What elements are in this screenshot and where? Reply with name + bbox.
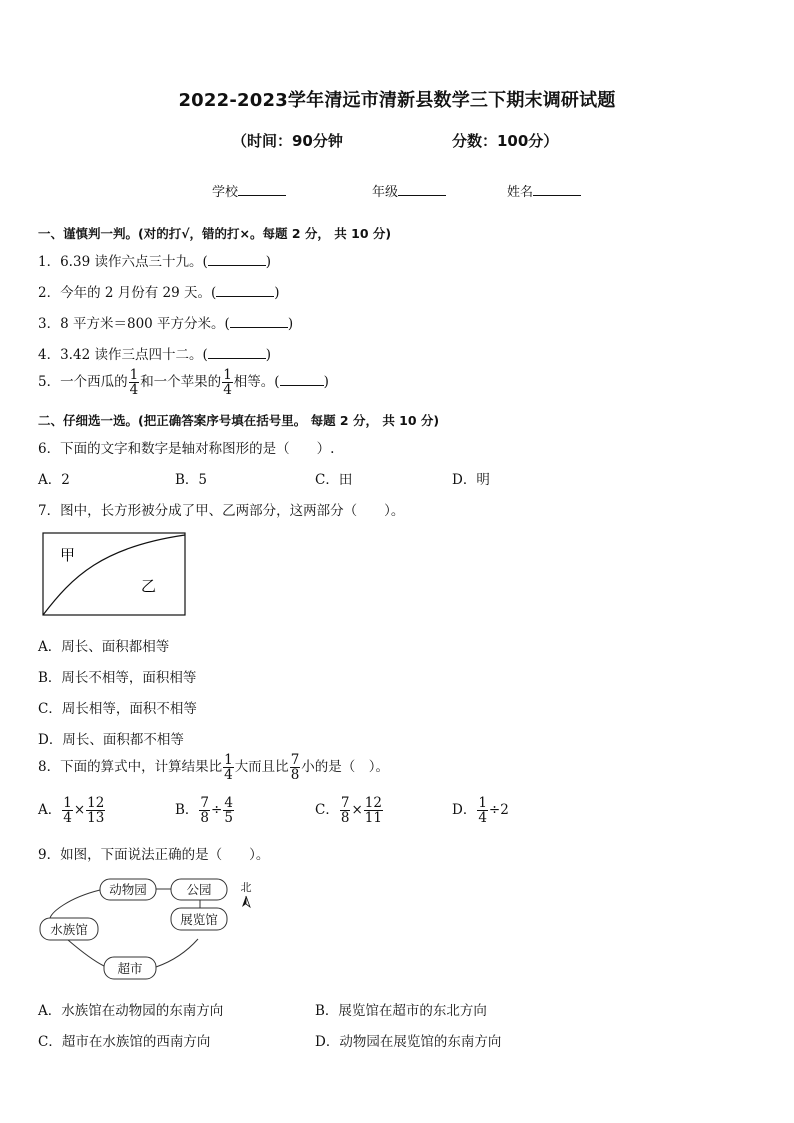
q9-option-d[interactable]: D．动物园在展览馆的东南方向: [315, 1034, 502, 1050]
q8-b-operator: ÷: [211, 802, 223, 819]
q9-zoo-label: 动物园: [109, 882, 147, 897]
q8-a-n2: 12: [87, 795, 105, 811]
q8-f2-numerator: 7: [290, 752, 300, 768]
q8-d-label: D．: [452, 802, 477, 819]
q5-close: ): [323, 374, 329, 391]
q9-option-c[interactable]: C．超市在水族馆的西南方向: [38, 1034, 211, 1050]
q8-c-d2: 11: [364, 810, 382, 827]
q2-text: 今年的 2 月份有 29 天。(: [60, 285, 217, 301]
q2-answer-blank[interactable]: [216, 284, 274, 297]
north-arrow-outline-icon: [246, 896, 250, 907]
q9-option-a[interactable]: A．水族馆在动物园的东南方向: [38, 1003, 224, 1019]
q5-answer-blank[interactable]: [280, 373, 324, 386]
q8-d-d1: 4: [478, 810, 487, 827]
q8-a-fraction-1: [62, 796, 73, 825]
q8-d-operator: ÷2: [488, 802, 509, 819]
question-9: 9．如图，下面说法正确的是（ ）。: [38, 847, 270, 863]
section2-heading: 二、仔细选一选。(把正确答案序号填在括号里。 每题 2 分， 共 10 分): [38, 413, 440, 428]
q9-road-zoo-aquarium: [50, 890, 100, 918]
q8-option-b[interactable]: [175, 796, 235, 825]
q9-map-figure: [38, 872, 268, 984]
q8-b-label: B．: [175, 802, 199, 819]
q5-f2-numerator: 1: [223, 367, 232, 383]
q8-c-n2: 12: [364, 795, 382, 811]
name-field: [507, 181, 581, 200]
q8-c-d1: 8: [340, 810, 350, 827]
question-8: [38, 753, 389, 782]
q4-number: 4．: [38, 347, 61, 363]
q7-option-c[interactable]: C．周长相等，面积不相等: [38, 701, 197, 717]
q6-option-a[interactable]: A．2: [38, 472, 70, 488]
school-label: 学校: [212, 185, 239, 200]
name-blank[interactable]: [533, 183, 581, 196]
q9-market-label: 超市: [117, 961, 143, 976]
q7-label-yi: 乙: [141, 577, 157, 595]
q8-fraction-1: [223, 753, 234, 782]
q8-b-d1: 8: [200, 810, 210, 827]
q7-rectangle-figure: [42, 532, 188, 618]
q1-number: 1．: [38, 254, 61, 270]
question-2: [38, 281, 280, 301]
q5-pre: 一个西瓜的: [60, 374, 128, 391]
q5-number: 5．: [38, 374, 61, 391]
q4-close: ): [265, 347, 271, 363]
q8-d-fraction-1: [477, 796, 488, 825]
q9-road-aquarium-market: [68, 940, 104, 966]
q8-option-d[interactable]: [452, 796, 509, 825]
q1-text: 6.39 读作六点三十九。(: [60, 254, 208, 270]
q5-fraction-2: [222, 368, 233, 397]
q8-b-n1: 7: [200, 795, 210, 811]
q7-option-d[interactable]: D．周长、面积都不相等: [38, 732, 184, 748]
q2-number: 2．: [38, 285, 61, 301]
q7-label-jia: 甲: [60, 546, 76, 564]
question-4: [38, 343, 271, 363]
q4-text: 3.42 读作三点四十二。(: [60, 347, 208, 363]
q8-f1-denominator: 4: [224, 767, 233, 784]
q3-answer-blank[interactable]: [230, 315, 288, 328]
q8-b-fraction-1: [199, 796, 210, 825]
exam-time: （时间：90分钟: [232, 132, 343, 150]
q9-aquarium-label: 水族馆: [50, 922, 88, 937]
q4-answer-blank[interactable]: [208, 346, 266, 359]
q7-option-a[interactable]: A．周长、面积都相等: [38, 639, 170, 655]
q8-pre: 8．下面的算式中，计算结果比: [38, 759, 223, 776]
q8-post: 小的是（ ）。: [301, 759, 390, 776]
q6-option-c[interactable]: C．田: [315, 472, 353, 488]
q3-close: ): [287, 316, 294, 332]
q8-a-d1: 4: [63, 810, 72, 827]
q3-number: 3．: [38, 316, 61, 332]
q8-option-a[interactable]: [38, 796, 106, 825]
q8-a-label: A．: [38, 802, 62, 819]
q9-road-market-exhibit: [156, 939, 198, 967]
q8-f2-denominator: 8: [290, 767, 300, 784]
q9-exhibit-label: 展览馆: [180, 912, 218, 927]
q8-a-fraction-2: [86, 796, 105, 825]
q8-fraction-2: [290, 753, 301, 782]
section1-heading: 一、谨慎判一判。(对的打√，错的打×。每题 2 分， 共 10 分): [38, 226, 392, 241]
q8-a-operator: ×: [73, 802, 86, 819]
q2-close: ): [274, 285, 280, 301]
q8-c-fraction-1: [340, 796, 351, 825]
q8-option-c[interactable]: [315, 796, 384, 825]
question-3: [38, 312, 293, 332]
question-1: [38, 250, 271, 270]
question-7: 7．图中，长方形被分成了甲、乙两部分，这两部分（ ）。: [38, 503, 405, 519]
q8-b-n2: 4: [224, 795, 233, 811]
north-arrow-icon: [242, 896, 246, 907]
q8-mid: 大而且比: [234, 759, 289, 776]
q5-f1-numerator: 1: [129, 367, 139, 383]
q7-option-b[interactable]: B．周长不相等，面积相等: [38, 670, 197, 686]
q5-mid: 和一个苹果的: [140, 374, 222, 391]
q1-close: ): [265, 254, 271, 270]
q8-a-d2: 13: [87, 810, 105, 827]
question-6: 6．下面的文字和数字是轴对称图形的是（ ）.: [38, 441, 335, 457]
q9-park-label: 公园: [186, 882, 212, 897]
q5-f2-denominator: 4: [223, 382, 232, 399]
grade-blank[interactable]: [398, 183, 446, 196]
q8-c-operator: ×: [351, 802, 363, 819]
q5-fraction-1: [129, 368, 140, 397]
q8-c-fraction-2: [364, 796, 383, 825]
page-title: 2022-2023学年清远市清新县数学三下期末调研试题: [178, 90, 616, 111]
school-blank[interactable]: [238, 183, 286, 196]
grade-field: [372, 181, 446, 200]
q8-f1-numerator: 1: [224, 752, 233, 768]
q5-post: 相等。(: [233, 374, 280, 391]
q6-option-d[interactable]: D．明: [452, 472, 490, 488]
q8-a-n1: 1: [63, 795, 72, 811]
name-label: 姓名: [507, 185, 534, 200]
q9-north-label: 北: [240, 881, 252, 894]
q8-b-fraction-2: [223, 796, 234, 825]
q1-answer-blank[interactable]: [208, 253, 266, 266]
q5-f1-denominator: 4: [129, 382, 139, 399]
school-field: [212, 181, 286, 200]
q8-d-n1: 1: [478, 795, 487, 811]
question-5: [38, 368, 329, 397]
q6-option-b[interactable]: B．5: [175, 472, 208, 488]
q3-text: 8 平方米＝800 平方分米。(: [60, 316, 230, 332]
q8-b-d2: 5: [224, 810, 233, 827]
exam-score: 分数：100分）: [452, 132, 559, 150]
q8-c-label: C．: [315, 802, 339, 819]
q9-option-b[interactable]: B．展览馆在超市的东北方向: [315, 1003, 487, 1019]
q8-c-n1: 7: [340, 795, 350, 811]
grade-label: 年级: [372, 185, 399, 200]
